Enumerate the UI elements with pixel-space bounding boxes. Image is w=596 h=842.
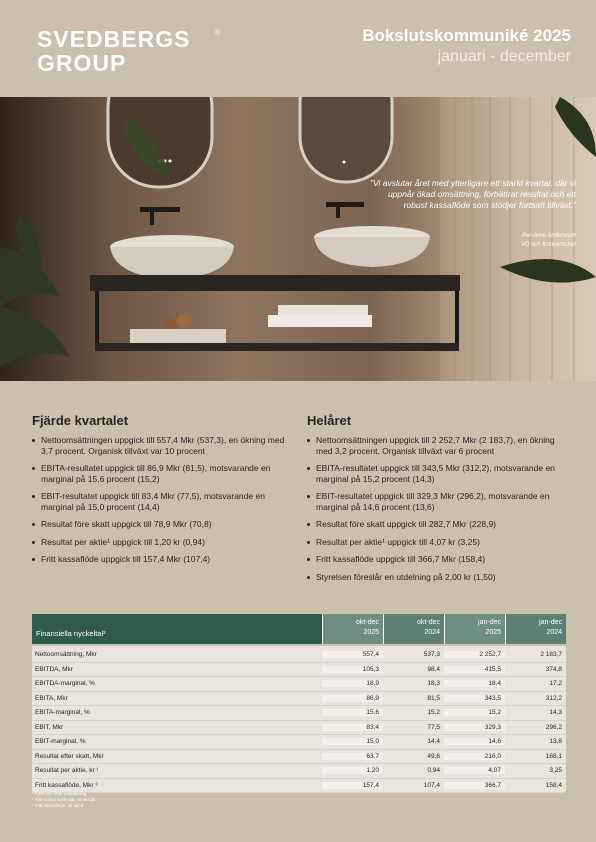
table-body	[32, 644, 566, 793]
footnotes	[32, 791, 95, 809]
table-cell: 296,2	[545, 723, 562, 731]
table-cell: 374,8	[545, 665, 562, 673]
column-period: okt-dec	[356, 619, 379, 626]
row-label: EBITA-marginal, %	[35, 709, 90, 717]
table-cell: 18,3	[427, 680, 440, 688]
table-cell: 14,6	[444, 738, 505, 745]
list-item: EBIT-resultatet uppgick till 329,3 Mkr (296,2), motsvarande en marginal på 14,6 procent (13,6)	[307, 491, 572, 512]
full-year-heading: Helåret	[307, 413, 352, 428]
table-cell: 98,4	[427, 665, 440, 673]
logo-registered-mark: ®	[215, 30, 222, 37]
column-period: jan-dec	[478, 619, 501, 626]
table-cell: 4,07	[444, 767, 505, 774]
table-cell: 63,7	[322, 753, 383, 760]
list-item: Resultat per aktie¹ uppgick till 4,07 kr (3,25)	[307, 537, 572, 548]
row-label: EBIT-marginal, %	[35, 738, 86, 746]
column-period: okt-dec	[417, 619, 440, 626]
list-item: EBITA-resultatet uppgick till 343,5 Mkr (312,2), motsvarande en marginal på 15,2 procent (14,3)	[307, 463, 572, 484]
column-year: 2025	[485, 629, 501, 636]
table-row	[32, 779, 566, 794]
table-row	[32, 648, 566, 663]
document-title: Bokslutskommuniké 2025	[362, 26, 571, 45]
table-cell: 18,4	[444, 680, 505, 687]
logo-line-1: SVEDBERGS	[37, 26, 191, 52]
table-header	[32, 614, 566, 644]
column-year: 2025	[363, 629, 379, 636]
list-item: Resultat före skatt uppgick till 282,7 Mkr (228,9)	[307, 519, 572, 530]
footnote: ¹ Före och efter utspädning	[32, 791, 87, 796]
list-item: EBITA-resultatet uppgick till 86,9 Mkr (81,5), motsvarande en marginal på 15,6 procent (15,2)	[32, 463, 297, 484]
company-logo	[37, 26, 222, 76]
table-header-label: Finansiella nyckeltal²	[36, 629, 106, 638]
footnote: ² Alternativa nyckeltal, se sid 39	[32, 797, 96, 802]
row-label: Resultat efter skatt, Mkr	[35, 752, 104, 760]
quote-attribution	[521, 232, 576, 250]
table-row	[32, 750, 566, 765]
list-item: EBIT-resultatet uppgick till 83,4 Mkr (77,5), motsvarande en marginal på 15,0 procent (14,4)	[32, 491, 297, 512]
table-row	[32, 735, 566, 750]
table-cell: 0,94	[427, 767, 440, 775]
q4-list	[32, 435, 297, 565]
list-item: Resultat per aktie¹ uppgick till 1,20 kr (0,94)	[32, 537, 297, 548]
list-item: Nettoomsättningen uppgick till 2 252,7 Mkr (2 183,7), en ökning med 3,2 procent. Organisk tillväxt var 6 procent	[307, 435, 572, 456]
table-row	[32, 663, 566, 678]
q4-heading: Fjärde kvartalet	[32, 413, 129, 428]
table-row	[32, 677, 566, 692]
list-item: Nettoomsättningen uppgick till 557,4 Mkr (537,3), en ökning med 3,7 procent. Organisk tillväxt var 10 procent	[32, 435, 297, 456]
table-cell: 168,1	[545, 752, 562, 760]
table-cell: 49,6	[427, 752, 440, 760]
financial-kpi-table	[32, 614, 566, 793]
table-cell: 329,3	[444, 724, 505, 731]
column-year: 2024	[424, 629, 440, 636]
table-cell: 158,4	[545, 781, 562, 789]
column-year: 2024	[546, 629, 562, 636]
table-row	[32, 706, 566, 721]
table-cell: 415,5	[444, 666, 505, 673]
table-row	[32, 764, 566, 779]
row-label: EBITDA, Mkr	[35, 665, 73, 673]
table-cell: 2 183,7	[540, 651, 562, 659]
bathroom-photo	[0, 97, 596, 381]
list-item: Styrelsen föreslår en utdelning på 2,00 kr (1,50)	[307, 572, 572, 583]
table-cell: 312,2	[545, 694, 562, 702]
table-cell: 107,4	[423, 781, 440, 789]
footnote: ³ Fritt kassaflöde, se sid 9	[32, 803, 84, 808]
column-period: jan-dec	[539, 619, 562, 626]
table-row	[32, 721, 566, 736]
row-label: Resultat per aktie, kr ¹	[35, 767, 99, 775]
bathroom-illustration	[0, 97, 596, 381]
column-header	[505, 614, 566, 644]
table-cell: 15,6	[322, 709, 383, 716]
list-item: Resultat före skatt uppgick till 78,9 Mkr (70,8)	[32, 519, 297, 530]
table-cell: 77,5	[427, 723, 440, 731]
list-item: Fritt kassaflöde uppgick till 157,4 Mkr (107,4)	[32, 554, 297, 565]
document-title-block	[362, 26, 571, 68]
logo-line-2: GROUP	[37, 50, 127, 76]
row-label: EBITA, Mkr	[35, 694, 68, 702]
table-cell: 14,3	[549, 709, 562, 717]
table-cell: 86,9	[322, 695, 383, 702]
row-label: Nettoomsättning, Mkr	[35, 651, 97, 659]
row-label: EBITDA-marginal, %	[35, 680, 95, 688]
quote-author-name: Per-Arne Andersson	[521, 233, 576, 239]
table-cell: 537,3	[423, 651, 440, 659]
ceo-quote: ”Vi avslutar året med ytterligare ett starkt kvartal, där vi uppnår ökad omsättning, förbättrat resultat och ett robust kassaflöde som stödjer fortsatt tillväxt.”	[370, 178, 576, 210]
table-cell: 15,2	[427, 709, 440, 717]
table-row	[32, 692, 566, 707]
table-cell: 13,6	[549, 738, 562, 746]
column-header	[383, 614, 444, 644]
table-cell: 343,5	[444, 695, 505, 702]
table-cell: 557,4	[322, 651, 383, 658]
table-cell: 3,25	[549, 767, 562, 775]
table-cell: 2 252,7	[444, 651, 505, 658]
table-cell: 14,4	[427, 738, 440, 746]
row-label: Fritt kassaflöde, Mkr ³	[35, 781, 98, 789]
column-header	[444, 614, 505, 644]
table-cell: 81,5	[427, 694, 440, 702]
table-cell: 105,3	[322, 666, 383, 673]
list-item: Fritt kassaflöde uppgick till 366,7 Mkr (158,4)	[307, 554, 572, 565]
table-cell: 17,2	[549, 680, 562, 688]
table-cell: 157,4	[322, 782, 383, 789]
full-year-list	[307, 435, 572, 582]
table-cell: 216,0	[444, 753, 505, 760]
table-cell: 366,7	[444, 782, 505, 789]
column-header	[322, 614, 383, 644]
table-cell: 1,20	[322, 767, 383, 774]
full-year-summary	[307, 413, 572, 589]
quote-author-role: VD och Koncernchef	[520, 242, 576, 248]
document-subtitle: januari - december	[437, 48, 571, 65]
table-cell: 15,2	[444, 709, 505, 716]
q4-summary	[32, 413, 297, 572]
table-cell: 15,0	[322, 738, 383, 745]
table-cell: 83,4	[322, 724, 383, 731]
table-cell: 18,9	[322, 680, 383, 687]
row-label: EBIT, Mkr	[35, 723, 64, 731]
